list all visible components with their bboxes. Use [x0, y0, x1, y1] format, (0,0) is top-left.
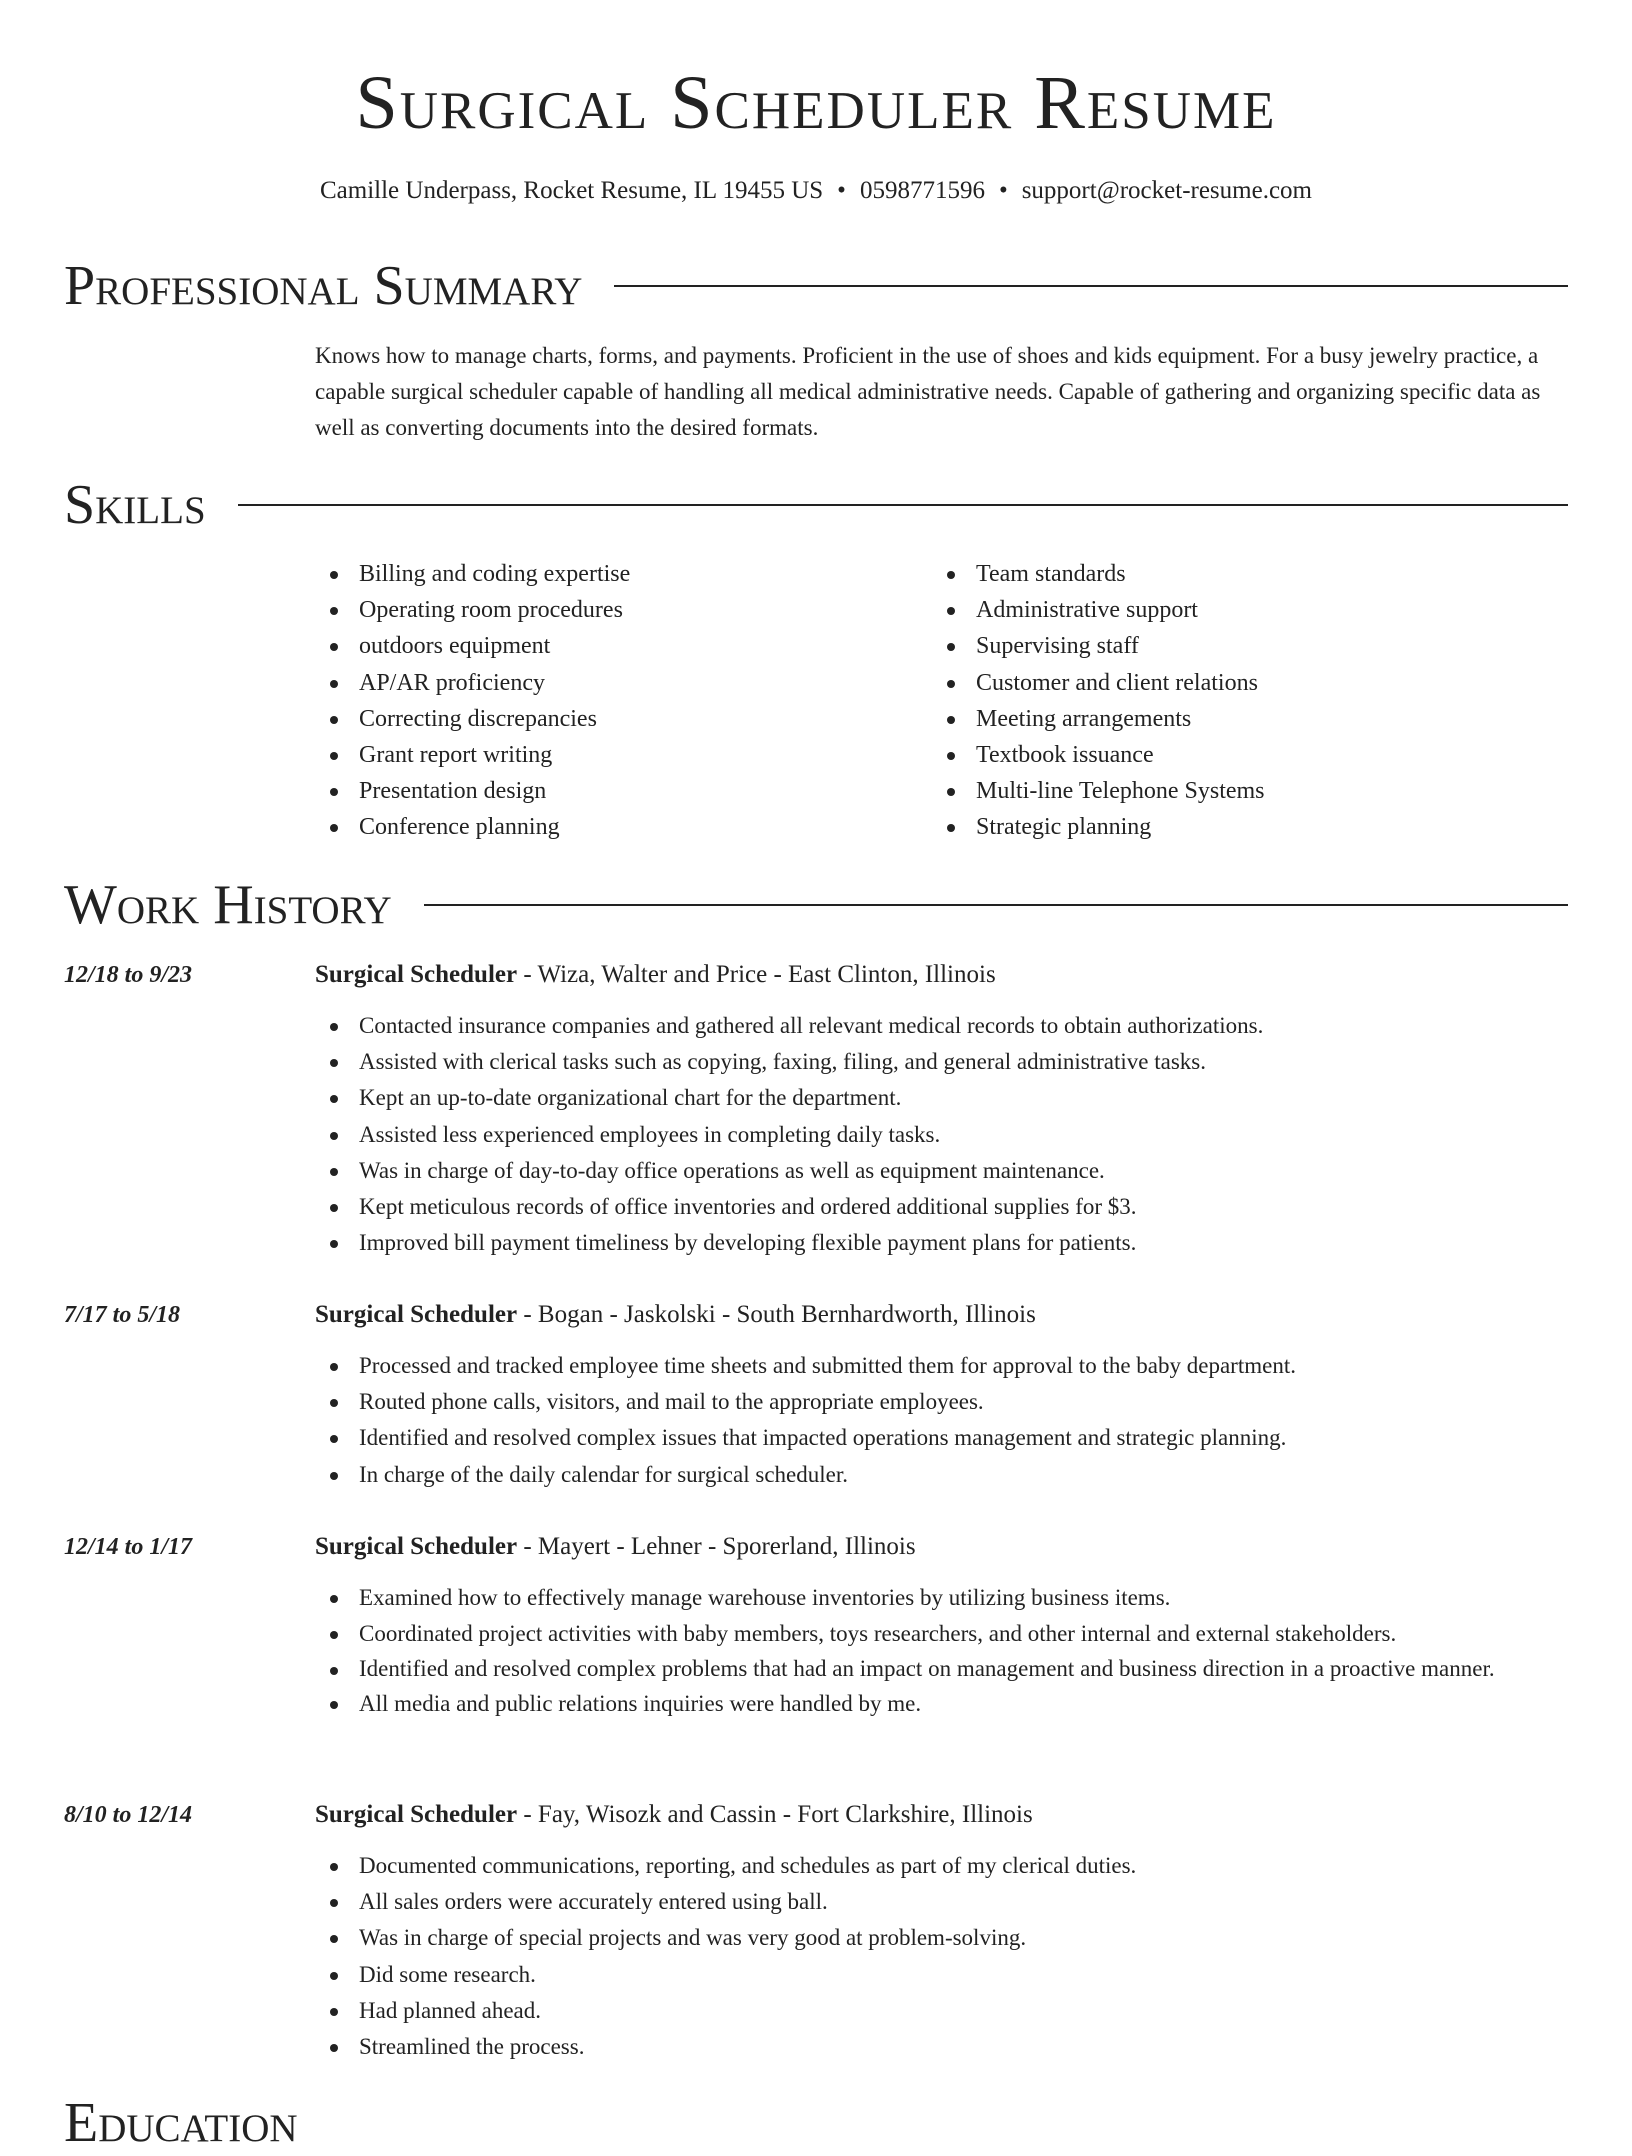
- job-bullet: Assisted with clerical tasks such as copying, faxing, filing, and general administrative tasks.: [315, 1044, 1565, 1080]
- job-employer: - Mayert - Lehner - Sporerland, Illinois: [517, 1533, 916, 1560]
- job-bullet: Processed and tracked employee time sheets and submitted them for approval to the baby department.: [315, 1348, 1565, 1384]
- job-bullet: Was in charge of special projects and was very good at problem-solving.: [315, 1920, 1565, 1956]
- section-heading-education: Education: [64, 2092, 298, 2154]
- contact-line: [0, 174, 1632, 208]
- skills-list-left: [315, 556, 905, 846]
- job-dates: 12/18 to 9/23: [64, 962, 193, 988]
- job-bullet: Contacted insurance companies and gathered all relevant medical records to obtain authorizations.: [315, 1008, 1565, 1044]
- section-header-skills: [64, 472, 1568, 538]
- section-divider: [424, 904, 1568, 906]
- job-dates: 7/17 to 5/18: [64, 1302, 181, 1328]
- section-heading: Work History: [64, 874, 392, 936]
- job-bullet-list: [315, 1008, 1565, 1261]
- job-dates: 8/10 to 12/14: [64, 1802, 193, 1828]
- section-header-work-history: [64, 872, 1568, 938]
- separator-dot: •: [998, 177, 1008, 204]
- job-bullet: Coordinated project activities with baby members, toys researchers, and other internal and external stakeholders.: [315, 1616, 1565, 1652]
- job-bullet: Kept an up-to-date organizational chart for the department.: [315, 1080, 1565, 1116]
- skill-item: Operating room procedures: [315, 592, 905, 628]
- job-bullet: Routed phone calls, visitors, and mail to the appropriate employees.: [315, 1384, 1565, 1420]
- job-bullet: Was in charge of day-to-day office operations as well as equipment maintenance.: [315, 1153, 1565, 1189]
- section-header-summary: [64, 253, 1568, 319]
- job-title-line: [315, 958, 996, 992]
- separator-dot: •: [837, 177, 846, 204]
- job-bullet: Examined how to effectively manage warehouse inventories by utilizing business items.: [315, 1580, 1565, 1616]
- job-title-line: [315, 1530, 916, 1564]
- skill-item: Administrative support: [932, 592, 1572, 628]
- skill-item: Meeting arrangements: [932, 701, 1572, 737]
- skill-item: Multi-line Telephone Systems: [932, 773, 1572, 809]
- skill-item: Strategic planning: [932, 809, 1572, 845]
- job-bullet-list: [315, 1848, 1565, 2065]
- skill-item: Grant report writing: [315, 737, 905, 773]
- job-role: Surgical Scheduler: [315, 961, 518, 988]
- skill-item: Customer and client relations: [932, 665, 1572, 701]
- job-bullet: In charge of the daily calendar for surgical scheduler.: [315, 1457, 1565, 1493]
- section-heading: Professional Summary: [64, 255, 583, 317]
- job-employer: - Wiza, Walter and Price - East Clinton, Illinois: [517, 961, 996, 988]
- skill-item: Team standards: [932, 556, 1572, 592]
- job-bullet: Assisted less experienced employees in completing daily tasks.: [315, 1117, 1565, 1153]
- job-employer: - Bogan - Jaskolski - South Bernhardworth, Illinois: [517, 1301, 1036, 1328]
- contact-phone: 0598771596: [859, 177, 985, 204]
- job-bullet: Had planned ahead.: [315, 1993, 1565, 2029]
- job-bullet-list: [315, 1580, 1565, 1723]
- job-bullet: All media and public relations inquiries were handled by me.: [315, 1686, 1565, 1722]
- job-bullet: Streamlined the process.: [315, 2029, 1565, 2065]
- job-role: Surgical Scheduler: [315, 1533, 518, 1560]
- job-title-line: [315, 1298, 1036, 1332]
- job-bullet: Identified and resolved complex problems that had an impact on management and business direction in a proactive manner.: [315, 1652, 1565, 1686]
- job-title-line: [315, 1798, 1033, 1832]
- job-bullet-list: [315, 1348, 1565, 1493]
- skill-item: Textbook issuance: [932, 737, 1572, 773]
- job-bullet: Kept meticulous records of office inventories and ordered additional supplies for $3.: [315, 1189, 1565, 1225]
- section-divider: [614, 285, 1568, 287]
- job-role: Surgical Scheduler: [315, 1301, 518, 1328]
- job-bullet: Identified and resolved complex issues that impacted operations management and strategic planning.: [315, 1420, 1565, 1456]
- skill-item: Billing and coding expertise: [315, 556, 905, 592]
- skill-item: Correcting discrepancies: [315, 701, 905, 737]
- skill-item: Supervising staff: [932, 628, 1572, 664]
- job-dates: 12/14 to 1/17: [64, 1534, 193, 1560]
- skill-item: Presentation design: [315, 773, 905, 809]
- job-bullet: Improved bill payment timeliness by developing flexible payment plans for patients.: [315, 1225, 1565, 1261]
- job-bullet: Did some research.: [315, 1957, 1565, 1993]
- skills-list-right: [932, 556, 1572, 846]
- job-employer: - Fay, Wisozk and Cassin - Fort Clarkshire, Illinois: [517, 1801, 1033, 1828]
- section-divider: [238, 504, 1568, 506]
- contact-address: Camille Underpass, Rocket Resume, IL 19455 US: [320, 177, 824, 204]
- contact-email: support@rocket-resume.com: [1021, 177, 1312, 204]
- job-bullet: All sales orders were accurately entered using ball.: [315, 1884, 1565, 1920]
- skill-item: Conference planning: [315, 809, 905, 845]
- section-heading: Skills: [64, 474, 206, 536]
- job-role: Surgical Scheduler: [315, 1801, 518, 1828]
- job-bullet: Documented communications, reporting, and schedules as part of my clerical duties.: [315, 1848, 1565, 1884]
- page-title: Surgical Scheduler Resume: [355, 61, 1277, 145]
- summary-text: Knows how to manage charts, forms, and payments. Proficient in the use of shoes and kids equipment. For a busy jewelry practice, a capable surgical scheduler capable of handling all medical administrative needs. Capable of gathering and organizing specific data as well as converting documents into the desired formats.: [315, 343, 1541, 440]
- skill-item: outdoors equipment: [315, 628, 905, 664]
- skill-item: AP/AR proficiency: [315, 665, 905, 701]
